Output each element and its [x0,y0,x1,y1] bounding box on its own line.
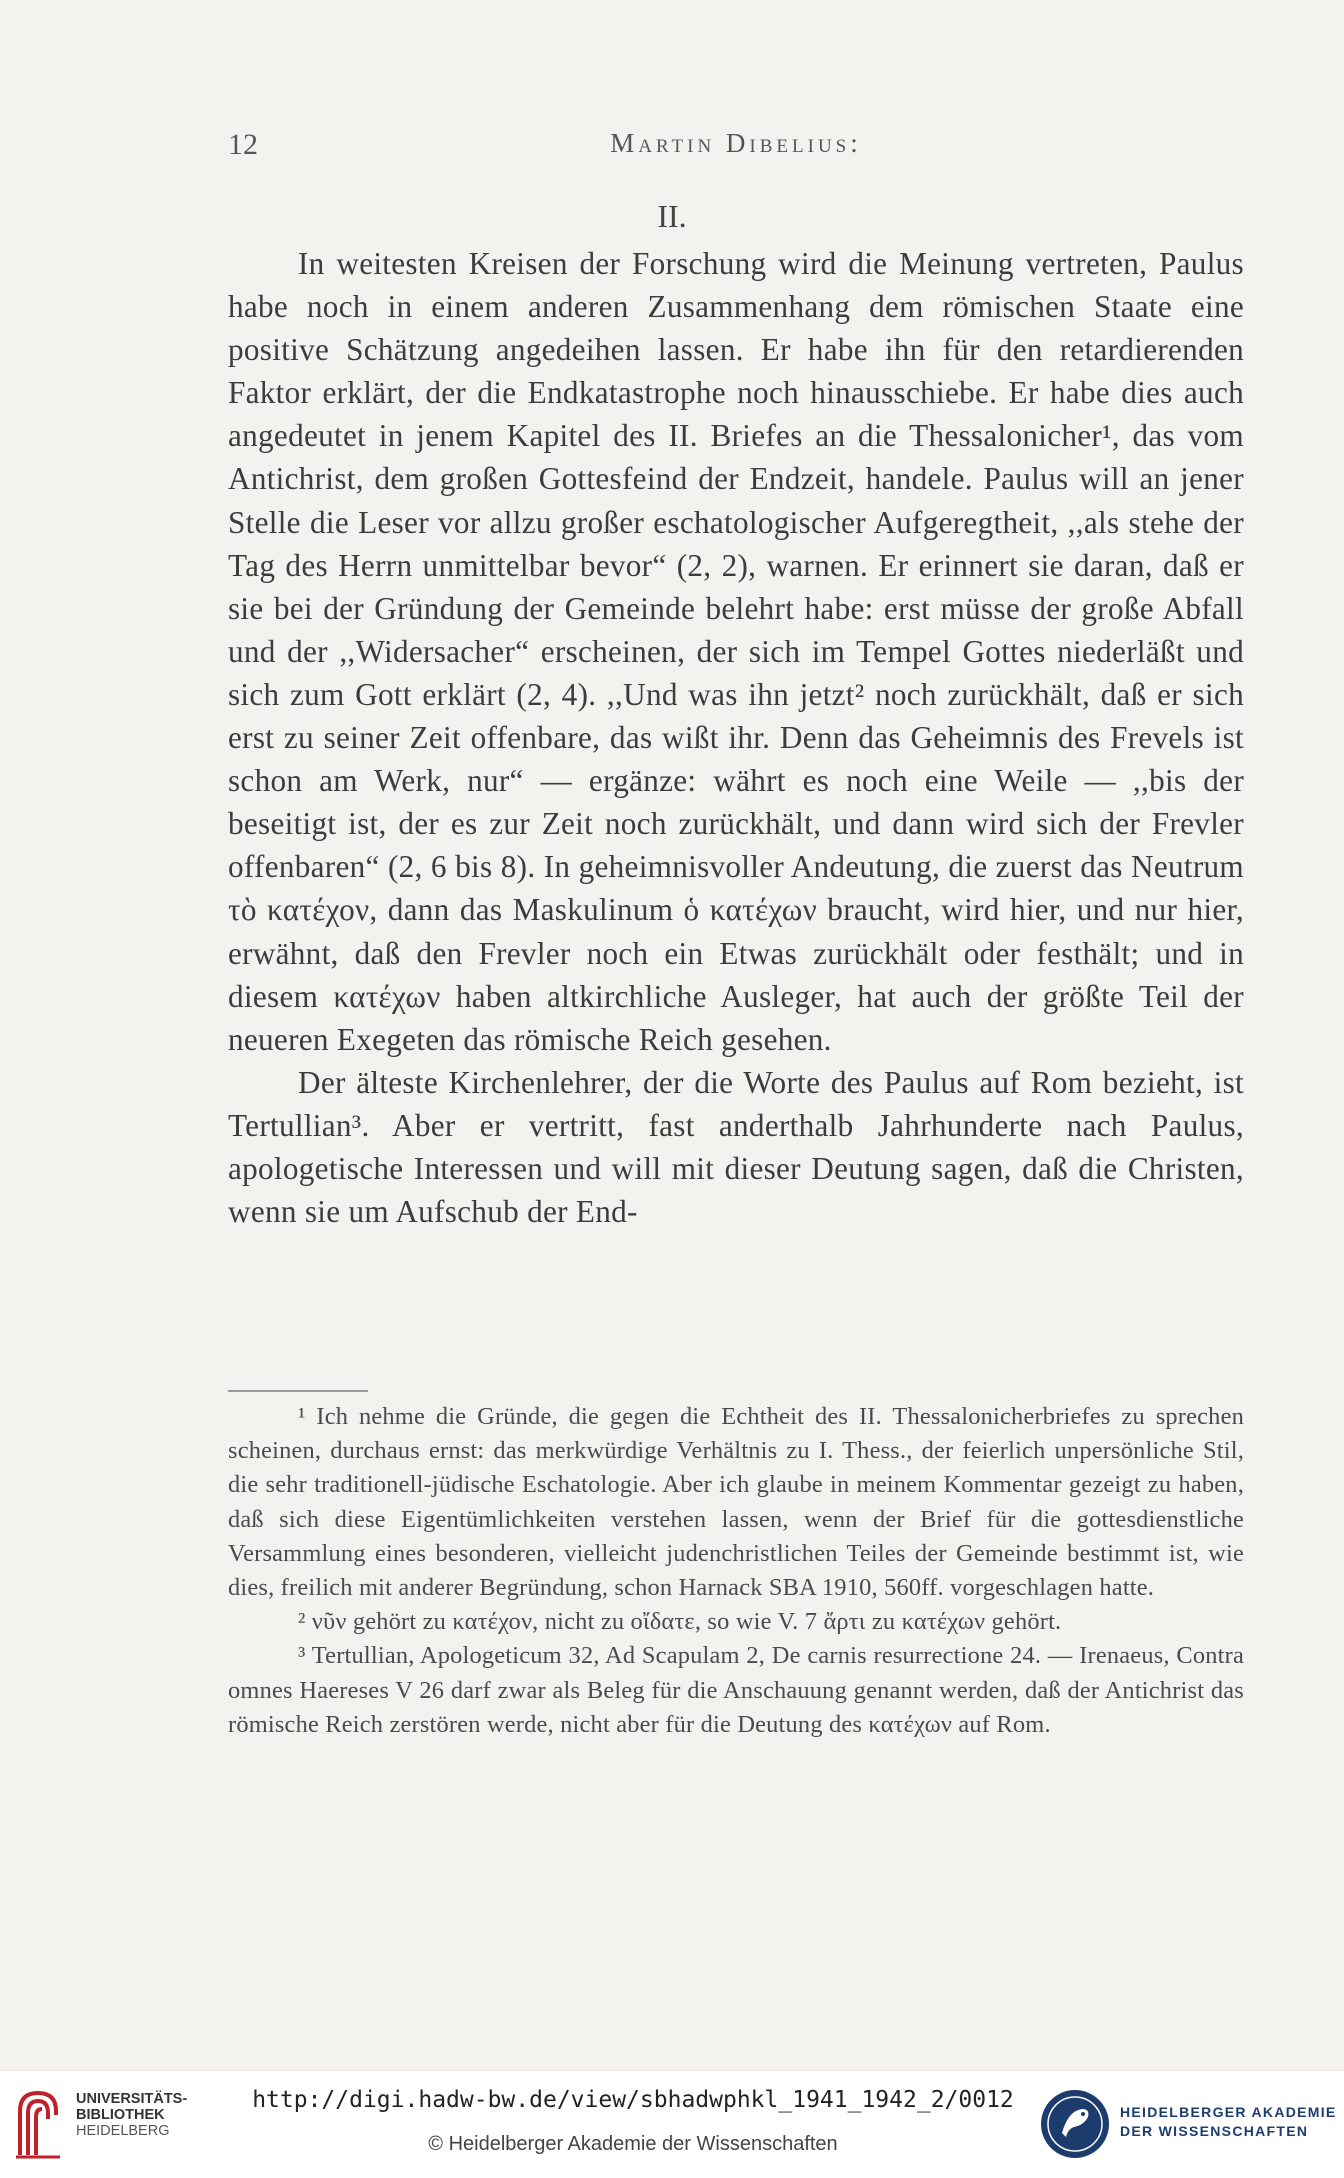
footnote-3: ³ Tertullian, Apologeticum 32, Ad Scapulam 2, De carnis resurrectione 24. — Irenaeus, Contra omnes Haereses V 26 darf zwar als Beleg für die Anschauung genannt werden, daß der Antichrist das römische Reich zerstören werde, nicht aber für die Deutung des κατέχων auf Rom. [228,1642,1244,1738]
running-head [228,128,1244,168]
university-library-name [76,2091,187,2139]
running-head-author: Martin Dibelius: [610,128,862,158]
library-line-1: UNIVERSITÄTS- [76,2091,188,2107]
copyright-notice: © Heidelberger Akademie der Wissenschaften [428,2133,838,2155]
body-text [228,242,1244,1233]
footnote-1: ¹ Ich nehme die Gründe, die gegen die Echtheit des II. Thessalonicherbriefes zu sprechen scheinen, durchaus ernst: das merkwürdige Verhältnis zu I. Thess., der feierlich unpersönliche Stil, die sehr traditionell-jüdische Eschatologie. Aber ich glaube in meinem Kommentar gezeigt zu haben, daß sich diese Eigentümlichkeiten verstehen lassen, wenn der Brief für die gottesdienstliche Versammlung eines besonderen, vielleicht judenchristlichen Teiles der Gemeinde bestimmt ist, wie dies, freilich mit anderer Begründung, schon Harnack SBA 1910, 560ff. vorgeschlagen hatte. [228,1403,1244,1602]
university-library-logo-icon[interactable] [14,2085,62,2161]
library-line-2: BIBLIOTHEK [76,2107,165,2123]
academy-line-2: DER WISSENSCHAFTEN [1120,2123,1309,2139]
permalink-url[interactable]: http://digi.hadw-bw.de/view/sbhadwphkl_1941_1942_2/0012 [252,2087,1014,2113]
academy-line-1: HEIDELBERGER AKADEMIE [1120,2104,1337,2120]
footnotes [228,1400,1244,1742]
academy-seal-icon[interactable] [1038,2087,1112,2161]
paragraph-1: In weitesten Kreisen der Forschung wird die Meinung vertreten, Paulus habe noch in einem anderen Zusammenhang dem römischen Staate eine positive Schätzung angedeihen lassen. Er habe ihn für den retardierenden Faktor erklärt, der die Endkatastrophe noch hinausschiebe. Er habe dies auch angedeutet in jenem Kapitel des II. Briefes an die Thessalonicher¹, das vom Antichrist, dem großen Gottesfeind der Endzeit, handele. Paulus will an jener Stelle die Leser vor allzu großer eschatologischer Aufgeregtheit, ,,als stehe der Tag des Herrn unmittelbar bevor“ (2, 2), warnen. Er erinnert sie daran, daß er sie bei der Gründung der Gemeinde belehrt habe: erst müsse der große Abfall und der ,,Widersacher“ erscheinen, der sich im Tempel Gottes niederläßt und sich zum Gott erklärt (2, 4). ,,Und was ihn jetzt² noch zurückhält, daß er sich erst zu seiner Zeit offenbare, das wißt ihr. Denn das Geheimnis des Frevels ist schon am Werk, nur“ — ergänze: währt es noch eine Weile — ,,bis der beseitigt ist, der es zur Zeit noch zurückhält, und dann wird sich der Frevler offenbaren“ (2, 6 bis 8). In geheimnisvoller Andeutung, die zuerst das Neutrum τὸ κατέχον, dann das Maskulinum ὁ κατέχων braucht, wird hier, und nur hier, erwähnt, daß den Frevler noch ein Etwas zurückhält oder festhält; und in diesem κατέχων haben altkirchliche Ausleger, hat auch der größte Teil der neueren Exegeten das römische Reich gesehen. [228,246,1244,1057]
paragraph-2: Der älteste Kirchenlehrer, der die Worte des Paulus auf Rom bezieht, ist Tertullian³. Aber er vertritt, fast anderthalb Jahrhunderte nach Paulus, apologetische Interessen und will mit dieser Deutung sagen, daß die Christen, wenn sie um Aufschub der End- [228,1064,1244,1230]
section-heading: II. [657,198,687,234]
viewer-footer [0,2070,1344,2178]
library-line-3: HEIDELBERG [76,2123,170,2139]
academy-name [1120,2103,1337,2141]
page-number: 12 [228,128,258,161]
footnote-separator [228,1390,368,1392]
footnote-2: ² νῦν gehört zu κατέχον, nicht zu οἴδατε, so wie V. 7 ἄρτι zu κατέχων gehört. [298,1608,1062,1636]
